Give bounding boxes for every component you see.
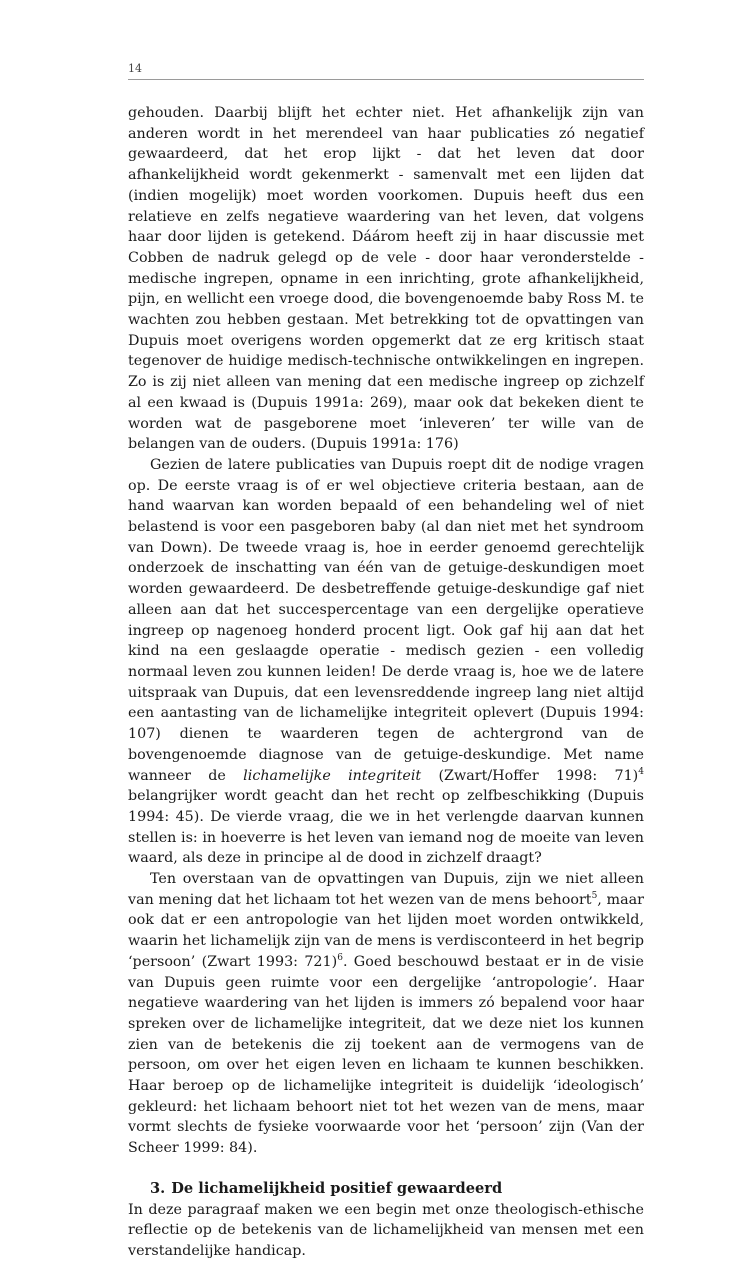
section-intro: In deze paragraaf maken we een begin met onze theologisch-ethische reflectie op de betekenis van de lichamelijkheid van mensen met een verstandelijke handicap. <box>128 1201 644 1259</box>
paragraph-2-text-b: (Zwart/Hoffer 1998: 71) <box>421 767 639 784</box>
paragraph-2-text-c: belangrijker wordt geacht dan het recht op zelfbeschikking (Dupuis 1994: 45). De vierde vraag, die we in het verlengde daarvan kunnen stellen is: in hoeverre is het leven van iemand nog de moeite van leven waard, als deze in principe al de dood in zichzelf draagt? <box>128 788 644 867</box>
paragraph-3-text-a: Ten overstaan van de opvattingen van Dupuis, zijn we niet alleen van mening dat het lichaam tot het wezen van de mens behoort <box>128 871 644 908</box>
section-number: 3. <box>150 1179 166 1197</box>
footnote-ref-4: 4 <box>638 766 644 777</box>
paragraph-3-text-c: . Goed beschouwd bestaat er in de visie van Dupuis geen ruimte voor een dergelijke ‘antropologie’. Haar negatieve waardering van het lijden is immers zó bepalend voor haar spreken over de lichamelijke integriteit, dat we deze niet los kunnen zien van de betekenis die zij toekent aan de vermogens van de persoon, om over het eigen leven en lichaam te kunnen beschikken. Haar beroep op de lichamelijke integriteit is duidelijk ‘ideologisch’ gekleurd: het lichaam behoort niet tot het wezen van de mens, maar vormt slechts de fysieke voorwaarde voor het ‘persoon’ zijn (Van der Scheer 1999: 84). <box>128 953 644 1157</box>
paragraph-1: gehouden. Daarbij blijft het echter niet. Het afhankelijk zijn van anderen wordt in het merendeel van haar publicaties zó negatief gewaardeerd, dat het erop lijkt - dat het leven dat door afhankelijkheid wordt gekenmerkt - samenvalt met een lijden dat (indien mogelijk) moet worden voorkomen. Dupuis heeft dus een relatieve en zelfs negatieve waardering van het leven, dat volgens haar door lijden is getekend. Dáárom heeft zij in haar discussie met Cobben de nadruk gelegd op de vele - door haar veronderstelde - medische ingrepen, opname in een inrichting, grote afhankelijkheid, pijn, en wellicht een vroege dood, die bovengenoemde baby Ross M. te wachten zou hebben gestaan. Met betrekking tot de opvattingen van Dupuis moet overigens worden opgemerkt dat ze erg kritisch staat tegenover de huidige medisch-technische ontwikkelingen en ingrepen. Zo is zij niet alleen van mening dat een medische ingreep op zichzelf al een kwaad is (Dupuis 1991a: 269), maar ook dat bekeken dient te worden wat de pasgeborene moet ‘inleveren’ ter wille van de belangen van de ouders. (Dupuis 1991a: 176) <box>128 105 644 453</box>
body-text <box>128 103 644 1262</box>
paragraph-2 <box>128 455 644 869</box>
section-title: De lichamelijkheid positief gewaardeerd <box>171 1179 503 1197</box>
paragraph-2-text-a: Gezien de latere publicaties van Dupuis roept dit de nodige vragen op. De eerste vraag is of er wel objectieve criteria bestaan, aan de hand waarvan kan worden bepaald of een behandeling wel of niet belastend is voor een pasgeboren baby (al dan niet met het syndroom van Down). De tweede vraag is, hoe in eerder genoemd gerechtelijk onderzoek de inschatting van één van de getuige-deskundigen moet worden gewaardeerd. De desbetreffende getuige-deskundige gaf niet alleen aan dat het succespercentage van een dergelijke operatieve ingreep op nagenoeg honderd procent ligt. Ook gaf hij aan dat het kind na een geslaagde operatie - medisch gezien - een volledig normaal leven zou kunnen leiden! De derde vraag is, hoe we de latere uitspraak van Dupuis, dat een levensreddende ingreep lang niet altijd een aantasting van de lichamelijke integriteit oplevert (Dupuis 1994: 107) dienen te waarderen tegen de achtergrond van de bovengenoemde diagnose van de getuige-deskundige. Met name wanneer de <box>128 456 644 784</box>
footnote-ref-6: 6 <box>337 952 343 963</box>
paragraph-3 <box>128 869 644 1159</box>
section-heading <box>150 1179 644 1200</box>
italic-term: lichamelijke integriteit <box>243 767 422 784</box>
page-number: 14 <box>128 62 644 80</box>
paragraph-3-text-b: , maar ook dat er een antropologie van het lijden moet worden ontwikkeld, waarin het lichamelijk zijn van de mens is verdisconteerd in het begrip ‘persoon’ (Zwart 1993: 721) <box>128 891 644 970</box>
footnote-ref-5: 5 <box>591 890 598 901</box>
